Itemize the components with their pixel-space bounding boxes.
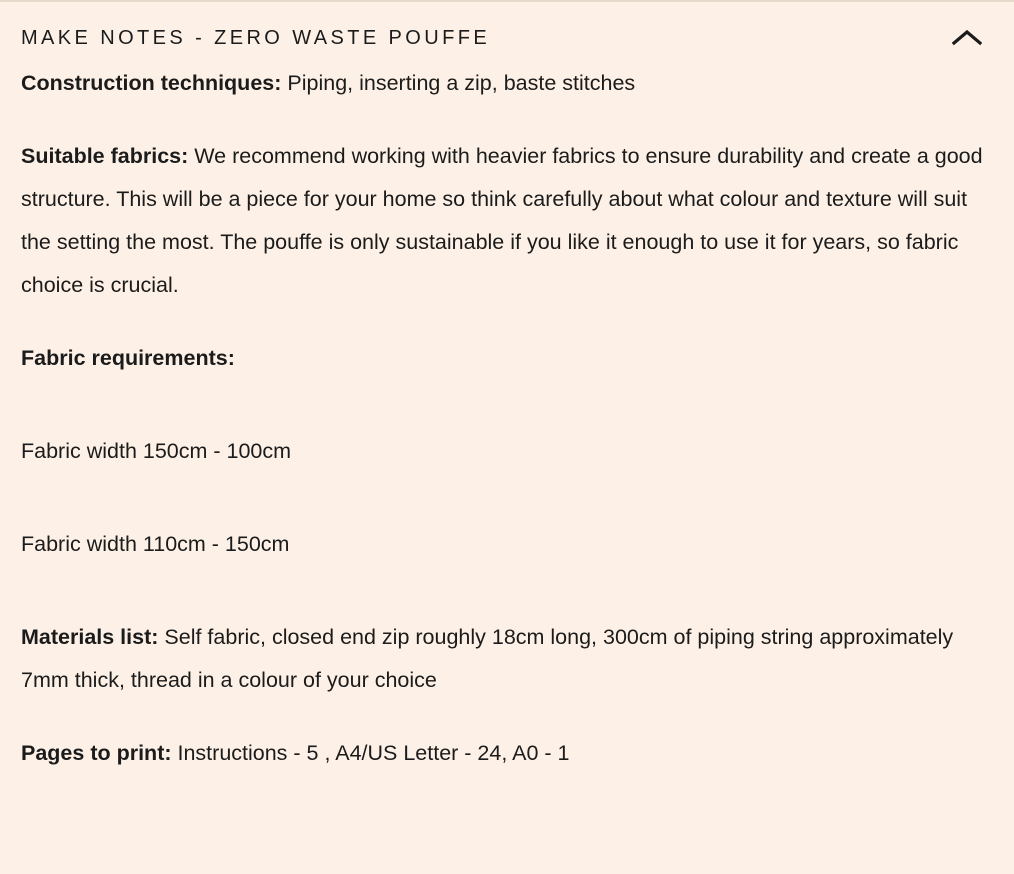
suitable-fabrics-value: We recommend working with heavier fabrics to ensure durability and create a good structure. This will be a piece for your home so think carefully about what colour and texture will suit the setting the most. The pouffe is only sustainable if you like it enough to use it for years, so fabric choice is crucial.: [21, 144, 983, 297]
page-title: MAKE NOTES - ZERO WASTE POUFFE: [21, 26, 491, 49]
suitable-fabrics-row: [21, 135, 993, 307]
materials-list-row: [21, 616, 993, 702]
construction-techniques-value: Piping, inserting a zip, baste stitches: [287, 71, 636, 95]
fabric-requirement-line: Fabric width 110cm - 150cm: [21, 532, 290, 556]
pages-to-print-value: Instructions - 5 , A4/US Letter - 24, A0 - 1: [177, 741, 570, 765]
construction-techniques-label: Construction techniques:: [21, 71, 282, 95]
materials-list-label: Materials list:: [21, 625, 159, 649]
suitable-fabrics-label: Suitable fabrics:: [21, 144, 189, 168]
pages-to-print-row: [21, 732, 993, 775]
materials-list-value: Self fabric, closed end zip roughly 18cm long, 300cm of piping string approximately 7mm thick, thread in a colour of your choice: [21, 625, 954, 692]
panel-body: [0, 62, 1014, 775]
construction-techniques-row: [21, 62, 993, 105]
fabric-requirement-line: Fabric width 150cm - 100cm: [21, 439, 292, 463]
chevron-up-icon[interactable]: [950, 24, 984, 52]
fabric-requirements-label: Fabric requirements:: [21, 346, 235, 370]
panel-header[interactable]: [0, 2, 1014, 62]
pages-to-print-label: Pages to print:: [21, 741, 172, 765]
